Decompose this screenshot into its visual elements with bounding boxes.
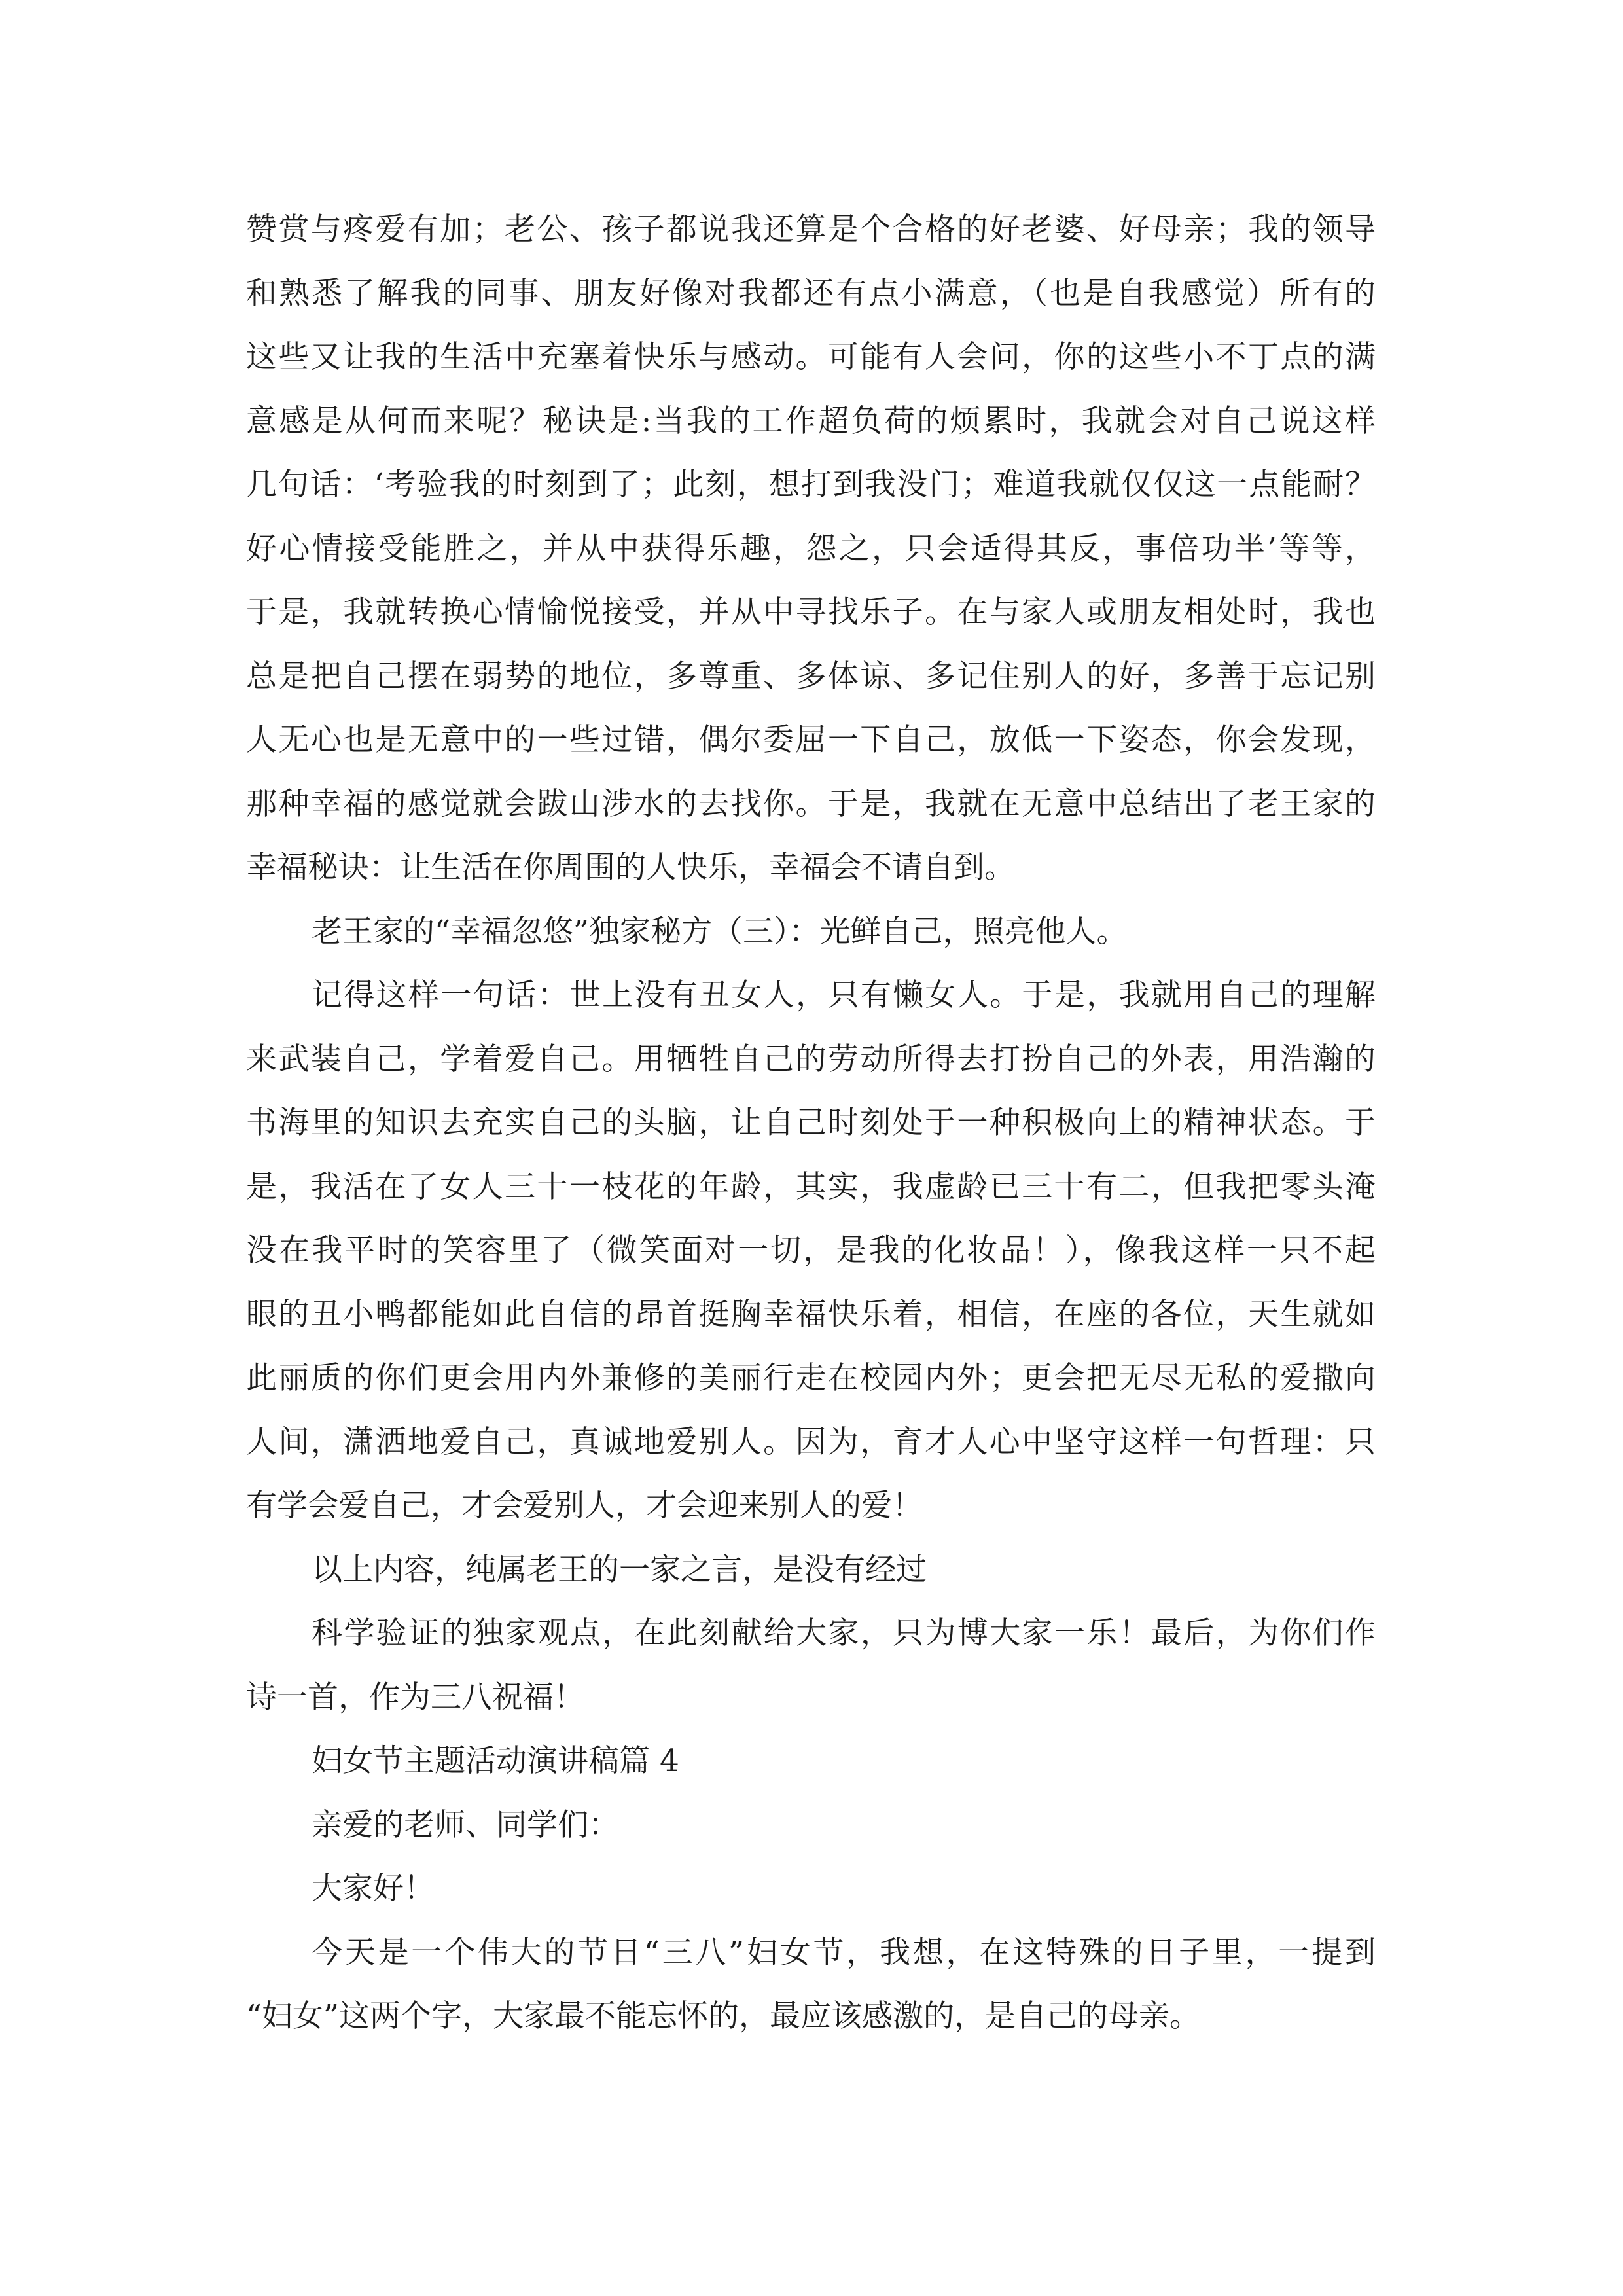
- paragraph-subheading: [246, 900, 1376, 964]
- body-text: [246, 198, 1376, 2049]
- text-line: 记得这样一句话：世上没有丑女人，只有懒女人。于是，我就用自己的理解: [312, 977, 1376, 1013]
- text-line: 这些又让我的生活中充塞着快乐与感动。可能有人会问，你的这些小不丁点的满: [246, 339, 1376, 375]
- text-line: 诗一首，作为三八祝福！: [246, 1679, 584, 1715]
- paragraph: [246, 1602, 1376, 1729]
- text-line: 人间，潇洒地爱自己，真诚地爱别人。因为，育才人心中坚守这样一句哲理：只: [246, 1424, 1376, 1460]
- text-line: 是，我活在了女人三十一枝花的年龄，其实，我虚龄已三十有二，但我把零头淹: [246, 1168, 1376, 1205]
- text-line: 赞赏与疼爱有加；老公、孩子都说我还算是个合格的好老婆、好母亲；我的领导: [246, 211, 1376, 247]
- text-line: 意感是从何而来呢？秘诀是:当我的工作超负荷的烦累时，我就会对自己说这样: [246, 403, 1376, 439]
- greeting: [246, 1857, 1376, 1921]
- text-line: 以上内容，纯属老王的一家之言，是没有经过: [312, 1551, 927, 1588]
- text-line: 没在我平时的笑容里了（微笑面对一切，是我的化妆品！），像我这样一只不起: [246, 1232, 1376, 1268]
- text-line: 好心情接受能胜之，并从中获得乐趣，怨之，只会适得其反，事倍功半’等等，: [246, 530, 1376, 567]
- text-line: 几句话：‘考验我的时刻到了；此刻，想打到我没门；难道我就仅仅这一点能耐？: [246, 467, 1376, 503]
- paragraph: [246, 1538, 1376, 1602]
- text-line: 来武装自己，学着爱自己。用牺牲自己的劳动所得去打扮自己的外表，用浩瀚的: [246, 1041, 1376, 1077]
- text-line: 今天是一个伟大的节日“三八”妇女节，我想，在这特殊的日子里，一提到: [312, 1934, 1376, 1971]
- text-line: 大家好！: [312, 1871, 435, 1907]
- text-line: 人无心也是无意中的一些过错，偶尔委屈一下自己，放低一下姿态，你会发现，: [246, 722, 1376, 758]
- text-line: 眼的丑小鸭都能如此自信的昂首挺胸幸福快乐着，相信，在座的各位，天生就如: [246, 1296, 1376, 1333]
- salutation: [246, 1793, 1376, 1857]
- text-line: 亲爱的老师、同学们：: [312, 1806, 619, 1843]
- paragraph: [246, 963, 1376, 1538]
- text-line: “妇女”这两个字，大家最不能忘怀的，最应该感激的，是自己的母亲。: [246, 1998, 1201, 2034]
- paragraph: [246, 1921, 1376, 2049]
- text-line: 那种幸福的感觉就会跋山涉水的去找你。于是，我就在无意中总结出了老王家的: [246, 785, 1376, 822]
- text-line: 有学会爱自己，才会爱别人，才会迎来别人的爱！: [246, 1488, 923, 1524]
- text-line: 此丽质的你们更会用内外兼修的美丽行走在校园内外；更会把无尽无私的爱撒向: [246, 1360, 1376, 1396]
- text-line: 书海里的知识去充实自己的头脑，让自己时刻处于一种积极向上的精神状态。于: [246, 1105, 1376, 1141]
- text-line: 科学验证的独家观点，在此刻献给大家，只为博大家一乐！最后，为你们作: [312, 1615, 1376, 1651]
- text-line: 于是，我就转换心情愉悦接受，并从中寻找乐子。在与家人或朋友相处时，我也: [246, 594, 1376, 630]
- text-line: 幸福秘诀：让生活在你周围的人快乐，幸福会不请自到。: [246, 850, 1015, 886]
- section-title: [246, 1729, 1376, 1793]
- text-line: 总是把自己摆在弱势的地位，多尊重、多体谅、多记住别人的好，多善于忘记别: [246, 658, 1376, 694]
- text-line: 和熟悉了解我的同事、朋友好像对我都还有点小满意，（也是自我感觉）所有的: [246, 275, 1376, 312]
- text-line: 妇女节主题活动演讲稿篇 4: [312, 1743, 679, 1779]
- paragraph: [246, 198, 1376, 900]
- text-line: 老王家的“幸福忽悠”独家秘方（三）：光鲜自己，照亮他人。: [312, 913, 1128, 950]
